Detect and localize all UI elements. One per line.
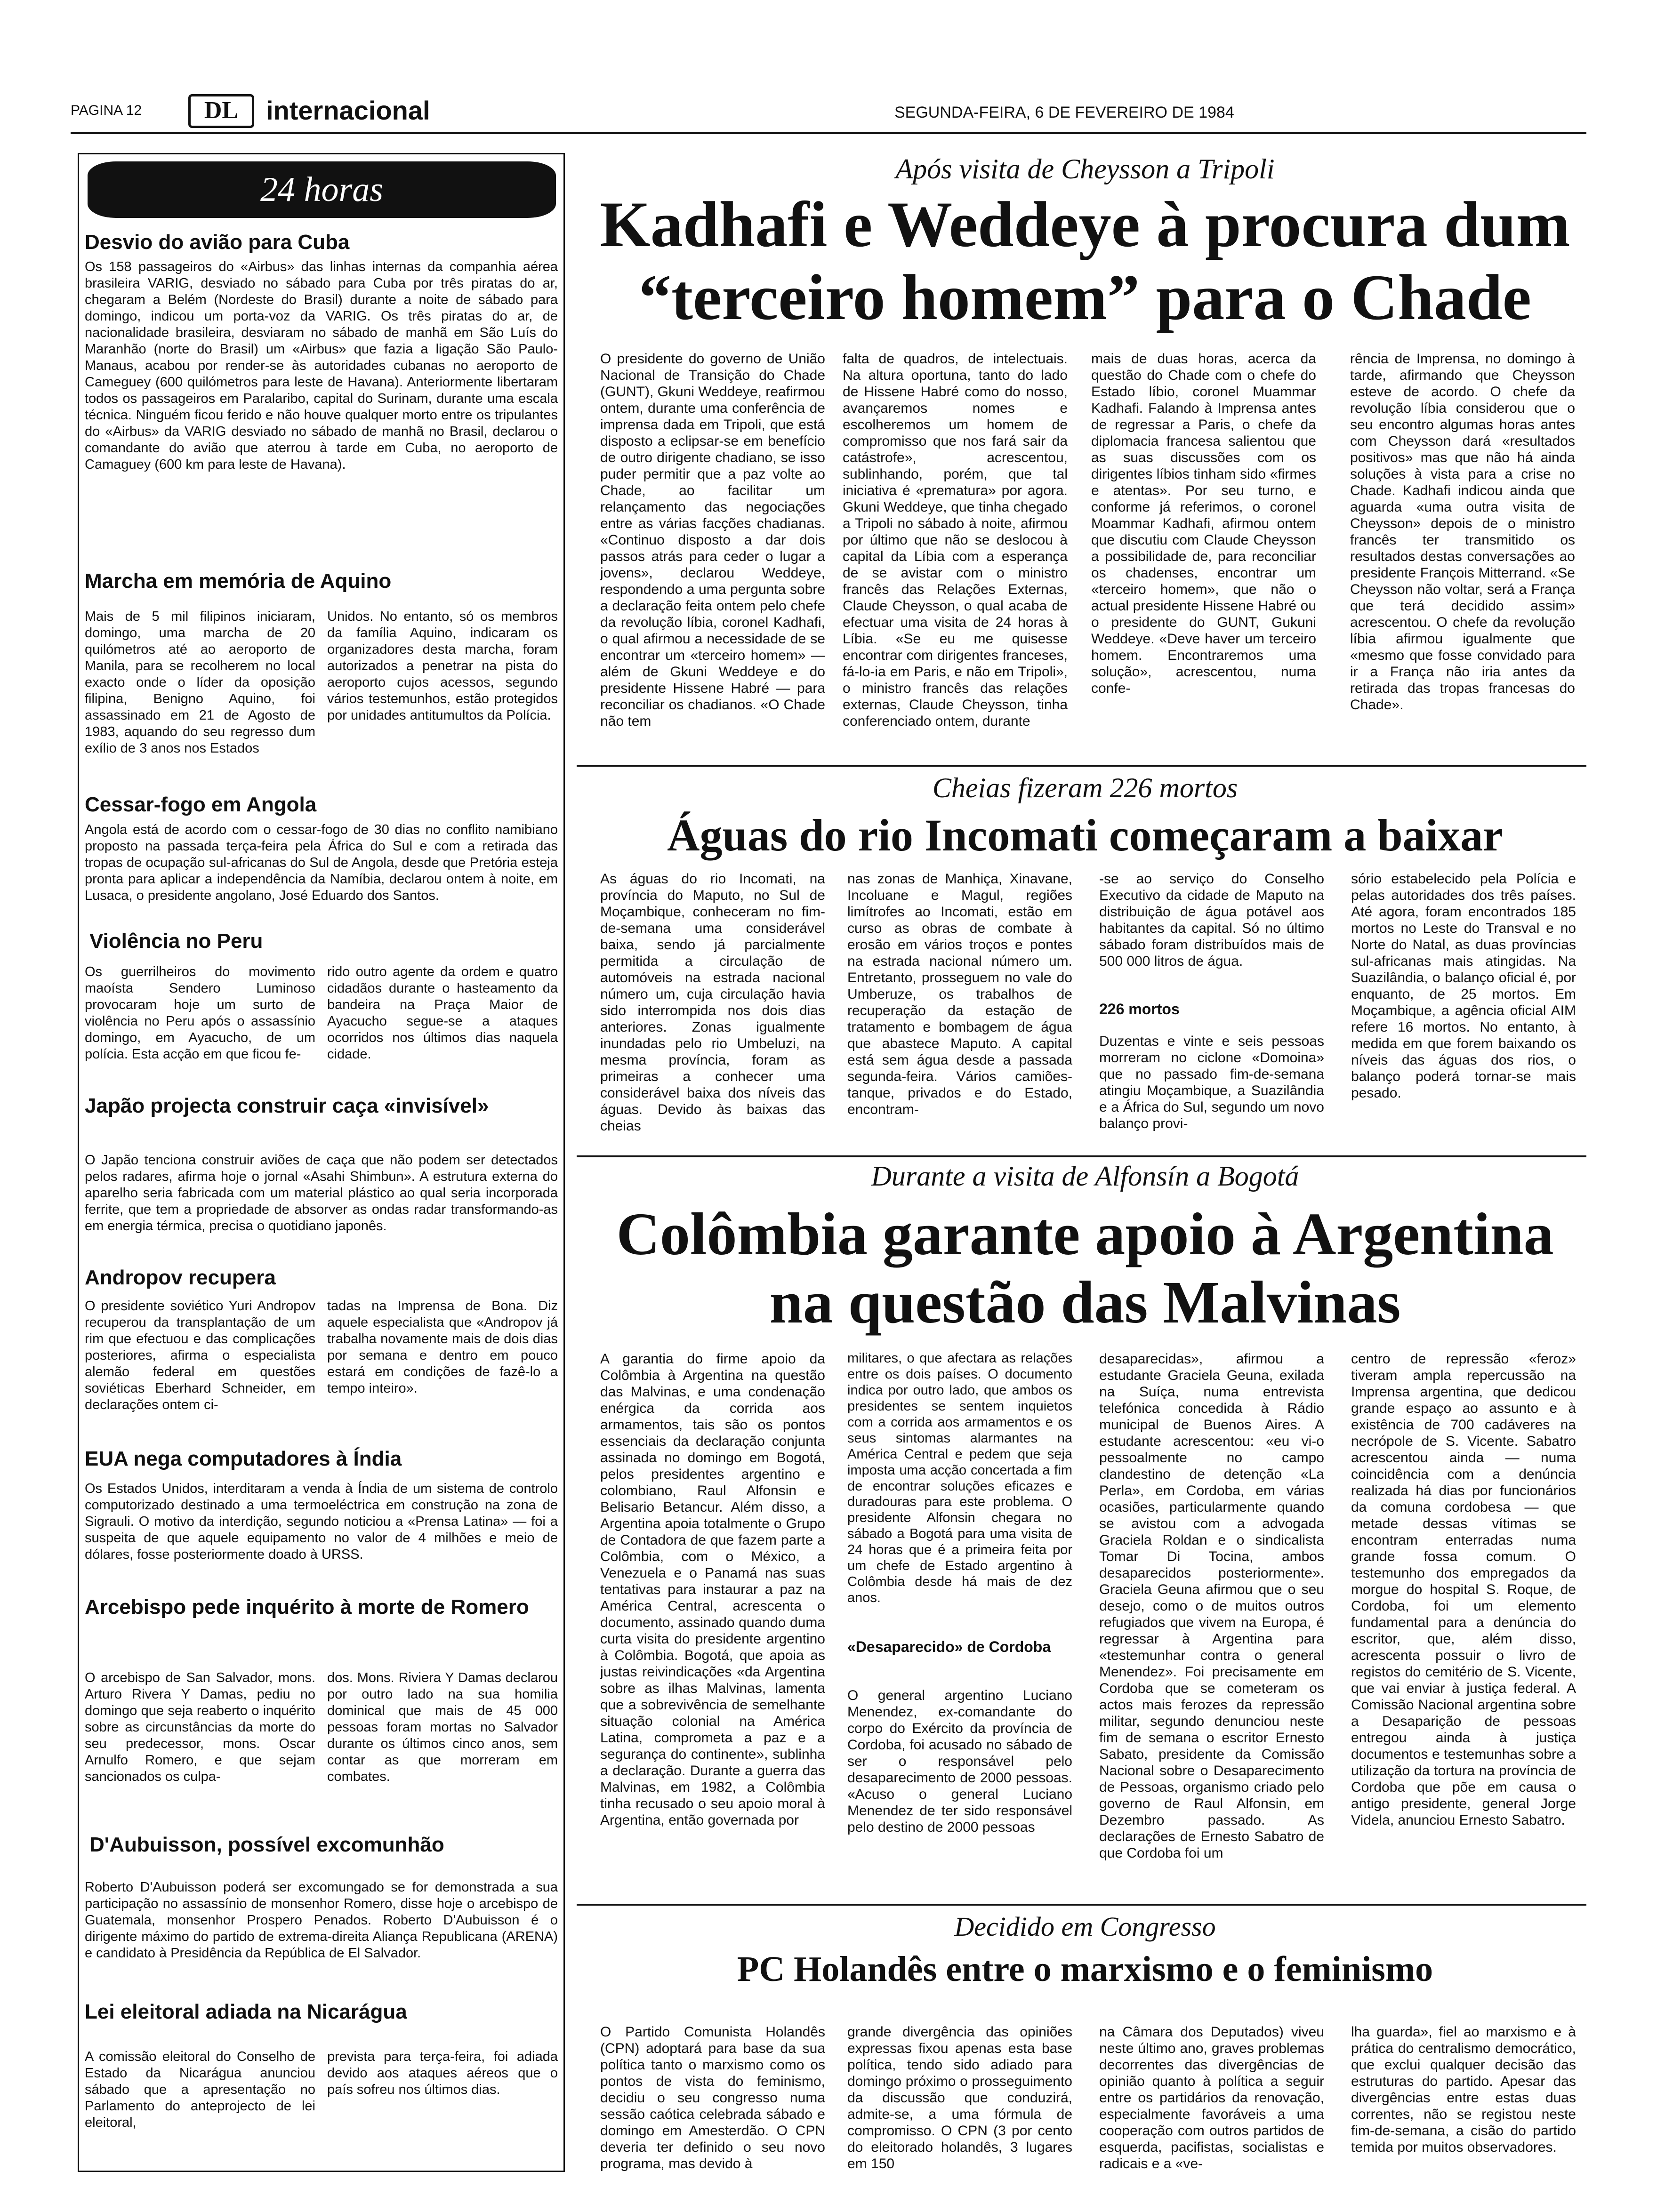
page-header — [71, 94, 1586, 129]
brief-body-col1: Os guerrilheiros do movimento maoísta Sendero Luminoso provocaram hoje um surto de violência no Peru após o assassínio domingo, em Ayacucho, de um polícia. Esta acção em que ficou fe- — [85, 964, 315, 1062]
article-column: militares, o que afectara as relações entre os dois países. O documento indica por outro lado, que ambos os presidentes se sentem inquietos com a corrida aos armamentos e os seus sintomas alarmantes na América Central e pedem que seja imposta uma acção concertada a fim de encontrar soluções eficazes e duradouras para este problema. O presidente Alfonsin chegara no sábado a Bogotá para uma visita de 24 horas que é a primeira feita por um chefe de Estado argentino à Colômbia desde há mais de dez anos. — [847, 1351, 1072, 1606]
brief-title: Lei eleitoral adiada na Nicarágua — [85, 2000, 407, 2023]
article-column: mais de duas horas, acerca da questão do Chade com o chefe do Estado líbio, coronel Muammar Kadhafi. Falando à Imprensa antes de regressar a Paris, o chefe da diplomacia francesa salientou que as suas discussões com os dirigentes líbios tinham sido «firmes e atentas». Por seu turno, e conforme já referimos, o coronel Moammar Kadhafi, afirmou ontem que discutiu com Claude Cheysson a possibilidade de, para reconciliar os chadenses, encontrar um «terceiro homem», que não o actual presidente Hissene Habré ou o presidente do GUNT, Gukuni Weddeye. «Deve haver um terceiro homem. Encontraremos uma solução», acrescentou, numa confe- — [1091, 351, 1316, 696]
brief-title: Arcebispo pede inquérito à morte de Romero — [85, 1595, 529, 1619]
brief-body-col1: Mais de 5 mil filipinos iniciaram, domingo, uma marcha de 20 quilómetros até ao aeroporto de Manila, para se recolherem no local exacto onde o líder da oposição filipina, Benigno Aquino, foi assassinado em 21 de Agosto de 1983, aquando do seu regresso dum exílio de 3 anos nos Estados — [85, 609, 315, 756]
article-divider — [577, 1155, 1586, 1157]
section-title: internacional — [266, 96, 430, 125]
page-number: PAGINA 12 — [71, 103, 142, 118]
article-subhead: 226 mortos — [1099, 1001, 1180, 1018]
article-column: centro de repressão «feroz» tiveram ampla repercussão na Imprensa argentina, que dedicou grande espaço ao assunto e à existência de 700 cadáveres na necrópole de S. Vicente. Sabatro acrescentou ainda — numa coincidência com a denúncia realizada há dias por funcionários da comuna cordobesa — que metade dessas vítimas se encontram enterradas numa grande fossa comum. O testemunho dos empregados da morgue do hospital S. Roque, de Cordoba, foi um elemento fundamental para a denúncia do escritor, que, além disso, acrescenta possuir o livro de registos do cemitério de S. Vicente, que vai enviar à justiça federal. A Comissão Nacional argentina sobre a Desaparição de pessoas entregou ainda à justiça documentos e testemunhas sobre a utilização da tortura na província de Cordoba que põe em causa o antigo presidente, general Jorge Videla, anunciou Ernesto Sabatro. — [1351, 1351, 1576, 1828]
newspaper-logo: DL — [188, 94, 254, 128]
article-column: sório estabelecido pela Polícia e pelas autoridades dos três países. Até agora, foram encontrados 185 mortos no Leste do Transval e no Norte do Natal, as duas províncias sul-africanas mais atingidas. Na Suazilândia, o balanço oficial é, por enquanto, de 25 mortos. Em Moçambique, a agência oficial AIM refere 16 mortos. No entanto, à medida em que forem baixando os níveis das águas dos rios, o balanço poderá tornar-se mais pesado. — [1351, 871, 1576, 1101]
article-subhead: «Desaparecido» de Cordoba — [847, 1638, 1051, 1655]
article-headline: PC Holandês entre o marxismo e o feminismo — [737, 1949, 1433, 1989]
brief-body: Angola está de acordo com o cessar-fogo de 30 dias no conflito namibiano proposto na passada terça-feira pela África do Sul e com a retirada das tropas de ocupação sul-africanas do Sul de Angola, desde que Pretória esteja pronta para aplicar a independência da Namíbia, declarou ontem à noite, em Lusaca, o presidente angolano, José Eduardo dos Santos. — [85, 822, 558, 903]
brief-body: Os 158 passageiros do «Airbus» das linhas internas da companhia aérea brasileira VARIG, desviado no sábado para Cuba por três piratas do ar, chegaram a Belém (Nordeste do Brasil) durante a noite de sábado para domingo, indicou um porta-voz da VARIG. Os três piratas do ar, de nacionalidade brasileira, desviaram no sábado de manhã em São Luís do Maranhão (norte do Brasil) um «Airbus» que fazia a ligação São Paulo-Manaus, acabou por render-se às autoridades cubanas no aeroporto de Cameguey (600 quilómetros para leste de Havana). Anteriormente libertaram todos os passageiros em Paralaribo, capital do Surinam, durante uma escala técnica. Ninguém ficou ferido e não houve qualquer morto entre os tripulantes do «Airbus» da VARIG desviado no sábado de manhã no Brasil, declarou o comandante do avião que aterrou à tarde em Cuba, no aeroporto de Camaguey (600 km para leste de Havana). — [85, 259, 558, 472]
brief-body-col1: O arcebispo de San Salvador, mons. Arturo Rivera Y Damas, pediu no domingo que seja reaberto o inquérito sobre as circunstâncias da morte do seu predecessor, mons. Oscar Arnulfo Romero, e que sejam sancionados os culpa- — [85, 1670, 315, 1784]
brief-title: Cessar-fogo em Angola — [85, 793, 317, 816]
article-headline: Águas do rio Incomati começaram a baixar — [667, 810, 1503, 860]
article-column: O presidente do governo de União Nacional de Transição do Chade (GUNT), Gkuni Weddeye, reafirmou ontem, durante uma conferência de imprensa dada em Tripoli, que está disposto a eclipsar-se em benefício de outro dirigente chadiano, se isso puder permitir que a paz volte ao Chade, ao facilitar um relançamento das negociações entre as várias facções chadianas. «Continuo disposto a dar dois passos atrás para ceder o lugar a jovens», declarou Weddeye, respondendo a uma pergunta sobre a declaração feita ontem pelo chefe da revolução líbia, coronel Kadhafi, o qual afirmou a necessidade de se encontrar um «terceiro homem» — além de Gkuni Weddeye e do presidente Hissene Habré — para reconciliar os chadianos. «O Chade não tem — [600, 351, 825, 729]
article-kicker: Decidido em Congresso — [954, 1911, 1216, 1942]
brief-title: Andropov recupera — [85, 1266, 276, 1289]
article-kicker: Cheias fizeram 226 mortos — [932, 772, 1238, 803]
brief-body-col1: A comissão eleitoral do Conselho de Estado da Nicarágua anunciou sábado que a apresentação no Parlamento do anteprojecto de lei eleitoral, — [85, 2049, 315, 2130]
header-rule — [71, 132, 1586, 134]
article-column: O Partido Comunista Holandês (CPN) adoptará para base da sua política tanto o marxismo como os pontos de vista do feminismo, decidiu o seu congresso numa sessão caótica celebrada sábado e domingo em Amesterdão. O CPN deveria ter definido o seu novo programa, mas devido à — [600, 2024, 825, 2172]
brief-body-col2: rido outro agente da ordem e quatro cidadãos durante o hasteamento da bandeira na Praça Maior de Ayacucho segue-se a ataques ocorridos nos últimos dias naquela cidade. — [327, 964, 558, 1062]
article-headline: Colômbia garante apoio à Argentina — [616, 1201, 1554, 1267]
article-headline: “terceiro homem” para o Chade — [639, 261, 1531, 333]
article-column: O general argentino Luciano Menendez, ex-comandante do corpo do Exército da província de Cordoba, foi acusado no sábado de ser o responsável pelo desaparecimento de 2000 pessoas. «Acuso o general Luciano Menendez de ter sido responsável pelo destino de 2000 pessoas — [847, 1688, 1072, 1835]
brief-title: Violência no Peru — [89, 930, 263, 953]
brief-title: D'Aubuisson, possível excomunhão — [89, 1833, 444, 1856]
article-divider — [577, 765, 1586, 767]
sidebar-banner: 24 horas — [88, 161, 556, 218]
article-column: grande divergência das opiniões expressas fixou apenas esta base política, tendo sido adiado para domingo próximo o prosseguimento da discussão que conduzirá, admite-se, a uma fórmula de compromisso. O CPN (3 por cento do eleitorado holandês, 3 lugares em 150 — [847, 2024, 1072, 2172]
article-column: nas zonas de Manhiça, Xinavane, Incoluane e Magul, regiões limítrofes ao Incomati, estão em curso as obras de combate à erosão em vários troços e pontes na estrada nacional número um. Entretanto, prosseguem no vale do Umberuze, os trabalhos de recuperação da estação de tratamento e bombagem de água que abastece Maputo. A capital está sem água desde a passada segunda-feira. Vários camiões-tanque, privados e do Estado, encontram- — [847, 871, 1072, 1117]
brief-body: Os Estados Unidos, interditaram a venda à Índia de um sistema de controlo computorizado destinado a uma termoeléctrica em construção na zona de Sigrauli. O motivo da interdição, segundo noticiou a «Prensa Latina» — foi a suspeita de que aquele equipamento no valor de 4 milhões e meio de dólares, fosse posteriormente doado à URSS. — [85, 1481, 558, 1562]
brief-body-col1: O presidente soviético Yuri Andropov recuperou da transplantação de um rim que efectuou e das complicações posteriores, afirma o especialista alemão federal em questões soviéticas Eberhard Schneider, em declarações ontem ci- — [85, 1298, 315, 1412]
article-headline: na questão das Malvinas — [769, 1269, 1401, 1336]
article-kicker: Após visita de Cheysson a Tripoli — [895, 153, 1275, 184]
brief-body-col2: prevista para terça-feira, foi adiada devido aos ataques aéreos que o país sofreu nos últimos dias. — [327, 2049, 558, 2097]
article-column: -se ao serviço do Conselho Executivo da cidade de Maputo na distribuição de água potável aos habitantes da capital. Só no último sábado foram distribuídos mais de 500 000 litros de água. — [1099, 871, 1324, 969]
brief-body-col2: Unidos. No entanto, só os membros da família Aquino, indicaram os organizadores desta marcha, foram autorizados a penetrar na pista do aeroporto cujos acessos, segundo vários testemunhos, estão protegidos por unidades antitumultos da Polícia. — [327, 609, 558, 723]
brief-title: Desvio do avião para Cuba — [85, 231, 350, 254]
article-column: falta de quadros, de intelectuais. Na altura oportuna, tanto do lado de Hissene Habré como do nosso, avançaremos nomes e escolheremos um homem de compromisso que nos fará sair da catástrofe», acrescentou, sublinhando, porém, que tal iniciativa é «prematura» por agora. Gkuni Weddeye, que tinha chegado a Tripoli no sábado à noite, afirmou por último que não se deslocou à capital da Líbia com a esperança de se avistar com o ministro francês das Relações Externas, Claude Cheysson, o qual acaba de efectuar uma visita de 24 horas à Líbia. «Se eu me quisesse encontrar com dirigentes franceses, fá-lo-ia em Paris, e não em Tripoli», o ministro francês das relações externas, Claude Cheysson, tinha conferenciado ontem, durante — [843, 351, 1068, 729]
brief-title: Japão projecta construir caça «invisível» — [85, 1094, 489, 1117]
article-divider — [577, 1904, 1586, 1906]
brief-body: Roberto D'Aubuisson poderá ser excomungado se for demonstrada a sua participação no assassínio de monsenhor Romero, disse hoje o arcebispo de Guatemala, monsenhor Prospero Penados. Roberto D'Aubuisson é o dirigente máximo do partido de extrema-direita Aliança Republicana (ARENA) e candidato à Presidência da República de El Salvador. — [85, 1880, 558, 1961]
brief-title: EUA nega computadores à Índia — [85, 1447, 402, 1470]
article-column: lha guarda», fiel ao marxismo e à prática do centralismo democrático, que exclui qualquer decisão das estruturas do partido. Apesar das divergências entre estas duas correntes, não se registou neste fim-de-semana, a cisão do partido temida por muitos observadores. — [1351, 2024, 1576, 2155]
article-column: As águas do rio Incomati, na província do Maputo, no Sul de Moçambique, conheceram no fim-de-semana uma considerável baixa, sendo já parcialmente permitida a circulação de automóveis na estrada nacional número um, cuja circulação havia sido interrompida nos dois dias anteriores. Zonas igualmente inundadas pelo rio Umbeluzi, na mesma província, foram as primeiras a conhecer uma considerável baixa dos níveis das águas. Devido às baixas das cheias — [600, 871, 825, 1134]
brief-title: Marcha em memória de Aquino — [85, 569, 392, 593]
article-column: Duzentas e vinte e seis pessoas morreram no ciclone «Domoina» que no passado fim-de-semana atingiu Moçambique, a Suazilândia e a África do Sul, segundo um novo balanço provi- — [1099, 1034, 1324, 1131]
article-kicker: Durante a visita de Alfonsín a Bogotá — [871, 1161, 1299, 1192]
article-column: desaparecidas», afirmou a estudante Graciela Geuna, exilada na Suíça, numa entrevista telefónica concedida à Rádio municipal de Buenos Aires. A estudante acrescentou: «eu vi-o pessoalmente no campo clandestino de detenção «La Perla», em Cordoba, em várias ocasiões, particularmente quando se avistou com a advogada Graciela Roldan e o sindicalista Tomar Di Tocina, ambos desaparecidos posteriormente». Graciela Geuna afirmou que o seu desejo, como o de muitos outros refugiados que vivem na Europa, é regressar à Argentina para «testemunhar contra o general Menendez». Foi precisamente em Cordoba que se cometeram os actos mais ferozes da repressão militar, segundo denunciou neste fim de semana o escritor Ernesto Sabato, presidente da Comissão Nacional sobre o Desaparecimento de Pessoas, organismo criado pelo governo de Raul Alfonsin, em Dezembro passado. As declarações de Ernesto Sabatro de que Cordoba foi um — [1099, 1351, 1324, 1861]
brief-body: O Japão tenciona construir aviões de caça que não podem ser detectados pelos radares, afirma hoje o jornal «Asahi Shimbun». A estrutura externa do aparelho seria fabricada com um material plástico ao qual seria incorporada ferrite, que tem a propriedade de absorver as ondas radar transformando-as em energia térmica, precisa o quotidiano japonês. — [85, 1153, 558, 1234]
article-column: na Câmara dos Deputados) viveu neste último ano, graves problemas decorrentes das divergências de opinião quanto à política a seguir entre os partidários da renovação, especialmente favoráveis a uma cooperação com outros partidos de esquerda, pacifistas, socialistas e radicais e a «ve- — [1099, 2024, 1324, 2172]
article-column: rência de Imprensa, no domingo à tarde, afirmando que Cheysson esteve de acordo. O chefe da revolução líbia considerou que o seu encontro algumas horas antes com Cheysson dará «resultados positivos» mas que não há ainda soluções à vista para a crise no Chade. Kadhafi indicou ainda que aguarda «uma outra visita de Cheysson» depois de o ministro francês ter transmitido os resultados destas conversações ao presidente François Mitterrand. «Se Cheysson não voltar, será a França que terá decidido assim» acrescentou. O chefe da revolução líbia afirmou igualmente que «mesmo que fosse convidado para ir a França não iria antes da retirada das tropas francesas do Chade». — [1350, 351, 1575, 713]
article-column: A garantia do firme apoio da Colômbia à Argentina na questão das Malvinas, e uma condenação enérgica da corrida aos armamentos, tais são os pontos essenciais da declaração conjunta assinada no domingo em Bogotá, pelos presidentes argentino e colombiano, Raul Alfonsin e Belisario Betancur. Além disso, a Argentina apoia totalmente o Grupo de Contadora de que fazem parte a Colômbia, com o México, a Venezuela e o Panamá nas suas tentativas para instaurar a paz na América Central, acrescenta o documento, assinado quando duma curta visita do presidente argentino à Colômbia. Bogotá, que apoia as justas reivindicações «da Argentina sobre as ilhas Malvinas, lamenta que a sobrevivência de semelhante situação colonial na América Latina, comprometa a paz e a segurança do continente», sublinha a declaração. Durante a guerra das Malvinas, em 1982, a Colômbia tinha recusado o seu apoio moral à Argentina, então governada por — [600, 1351, 825, 1828]
sidebar-24-horas — [78, 153, 565, 2172]
brief-body-col2: tadas na Imprensa de Bona. Diz aquele especialista que «Andropov já trabalha novamente mais de dois dias por semana e dentro em pouco estará em condições de fazê-lo a tempo inteiro». — [327, 1298, 558, 1396]
brief-body-col2: dos. Mons. Riviera Y Damas declarou por outro lado na sua homilia dominical que mais de 45 000 pessoas foram mortas no Salvador durante os últimos cinco anos, sem contar as que morreram em combates. — [327, 1670, 558, 1784]
issue-date: SEGUNDA-FEIRA, 6 DE FEVEREIRO DE 1984 — [894, 104, 1234, 121]
article-headline: Kadhafi e Weddeye à procura dum — [600, 188, 1570, 260]
